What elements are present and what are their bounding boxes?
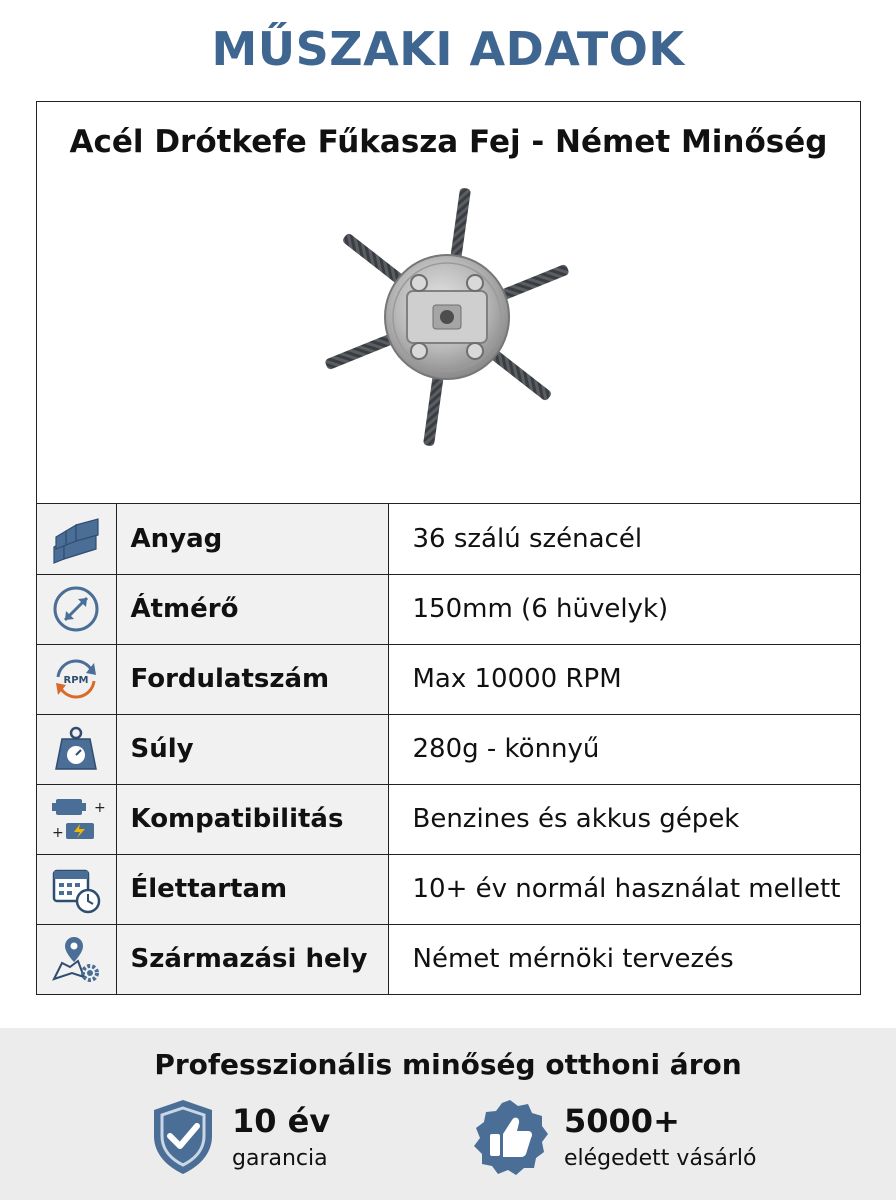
rpm-icon <box>50 653 102 705</box>
spec-label: Fordulatszám <box>116 644 388 714</box>
table-row <box>37 924 860 994</box>
table-row <box>37 644 860 714</box>
table-row <box>37 854 860 924</box>
spec-label: Anyag <box>116 504 388 574</box>
table-row <box>37 784 860 854</box>
location-gear-icon <box>50 933 102 985</box>
thumbs-up-icon <box>470 1098 550 1178</box>
spec-value: 150mm (6 hüvelyk) <box>388 574 860 644</box>
spec-label: Átmérő <box>116 574 388 644</box>
weight-icon <box>50 723 102 775</box>
page-title: MŰSZAKI ADATOK <box>211 22 685 76</box>
footer-band <box>0 1028 896 1200</box>
spec-value: 10+ év normál használat mellett <box>388 854 860 924</box>
spec-label: Származási hely <box>116 924 388 994</box>
warranty-years: 10 év <box>232 1102 331 1140</box>
spec-value: Max 10000 RPM <box>388 644 860 714</box>
calendar-clock-icon <box>50 863 102 915</box>
spec-value: 36 szálú szénacél <box>388 504 860 574</box>
customers-label: elégedett vásárló <box>564 1146 757 1171</box>
product-title: Acél Drótkefe Fűkasza Fej - Német Minőség <box>69 124 828 160</box>
product-header <box>37 102 860 504</box>
table-row <box>37 504 860 574</box>
rpm-text: RPM <box>63 675 89 686</box>
shield-check-icon <box>150 1098 216 1176</box>
spec-table <box>37 504 860 994</box>
engine-battery-icon <box>50 793 106 845</box>
warranty-badge <box>150 1098 410 1182</box>
spec-label: Súly <box>116 714 388 784</box>
spec-value: Német mérnöki tervezés <box>412 944 734 975</box>
spec-label: Kompatibilitás <box>116 784 388 854</box>
spec-label: Élettartam <box>116 854 388 924</box>
customers-count: 5000+ <box>564 1102 680 1140</box>
customers-badge <box>470 1098 810 1182</box>
svg-text:+: + <box>94 800 106 816</box>
spec-value: Benzines és akkus gépek <box>388 784 860 854</box>
table-row <box>37 574 860 644</box>
footer-headline: Professzionális minőség otthoni áron <box>154 1048 742 1081</box>
spec-card <box>36 101 861 995</box>
spec-value: 280g - könnyű <box>388 714 860 784</box>
product-image <box>327 182 567 482</box>
table-row <box>37 714 860 784</box>
warranty-label: garancia <box>232 1146 328 1171</box>
diameter-icon <box>50 583 102 635</box>
steel-bars-icon <box>50 513 102 565</box>
svg-text:+: + <box>52 825 64 841</box>
